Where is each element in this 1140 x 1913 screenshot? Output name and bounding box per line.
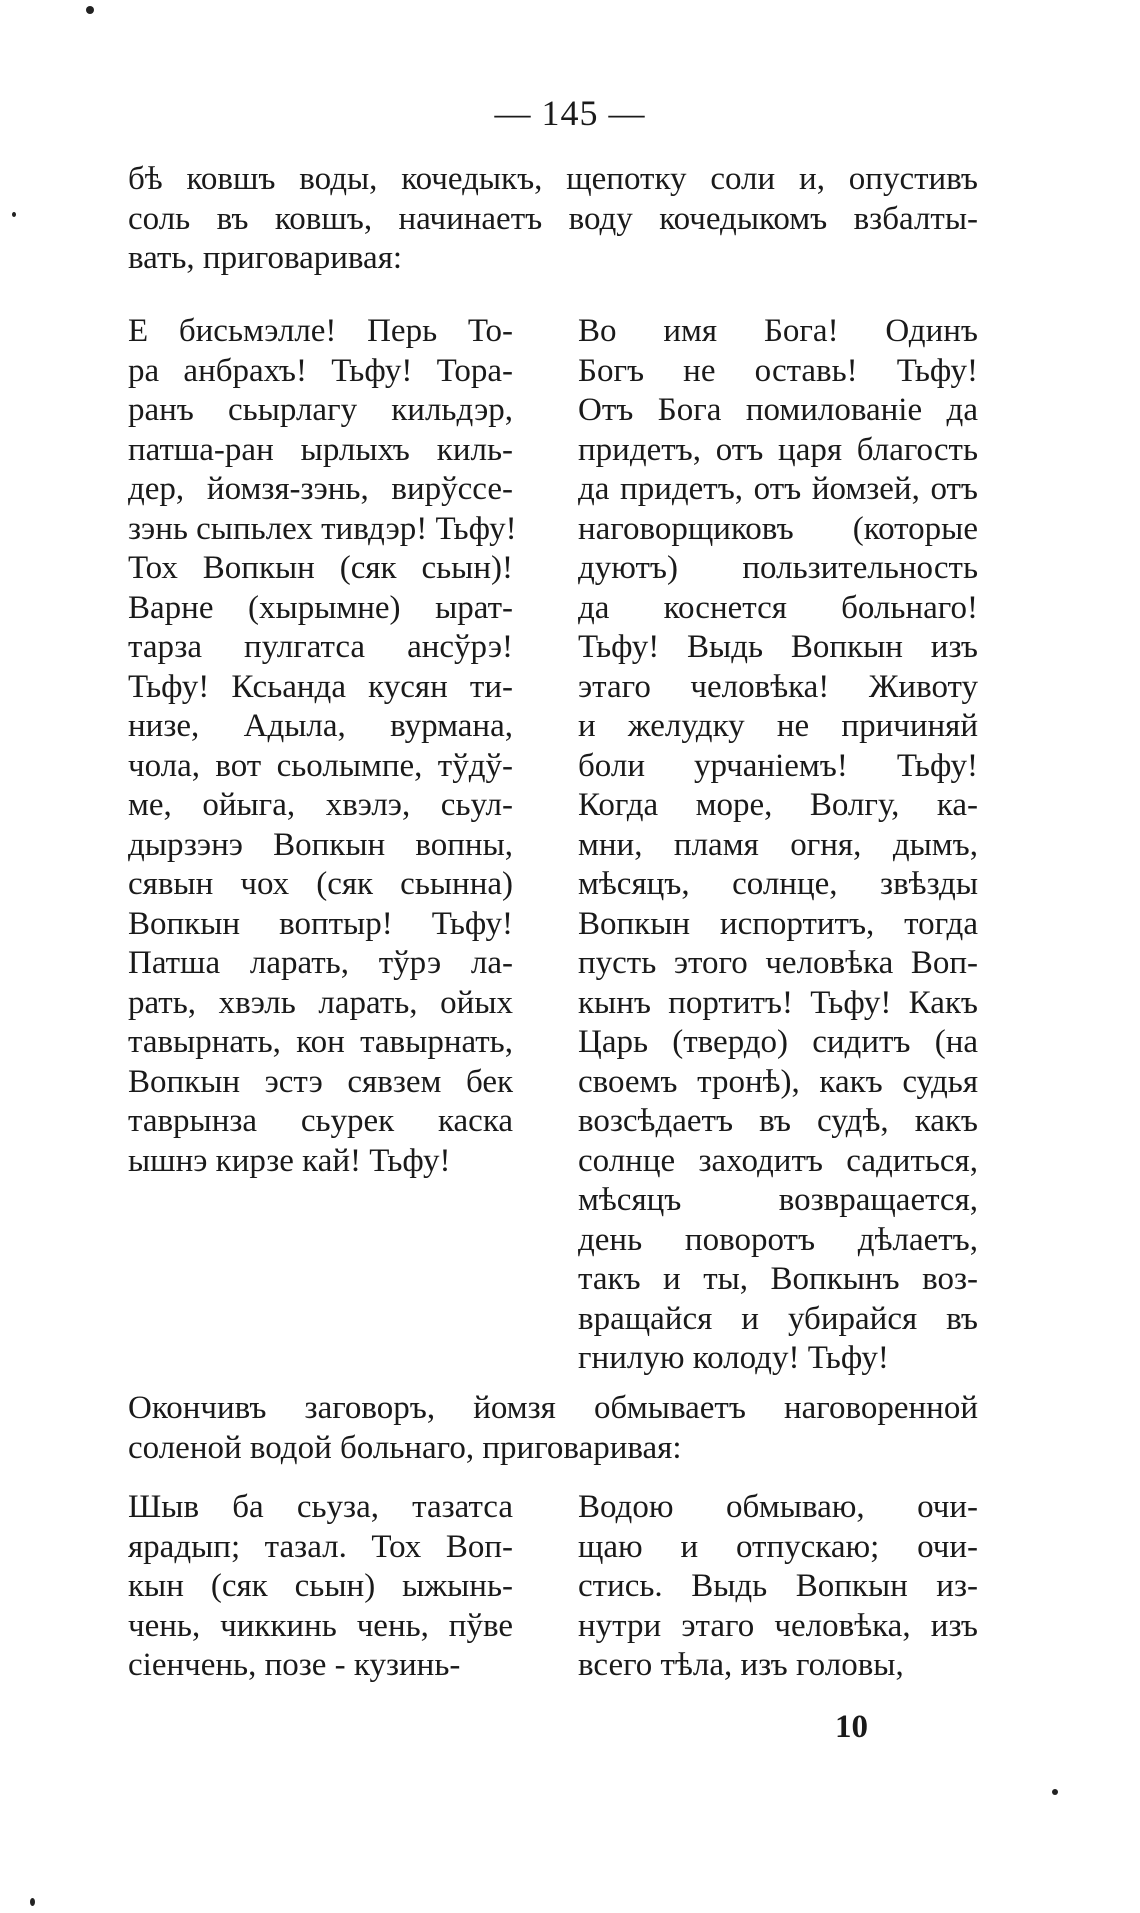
intro-paragraph bbox=[128, 160, 978, 279]
text-line: и желудку не причиняй bbox=[578, 708, 978, 744]
text-line: стись. Выдь Вопкын из- bbox=[578, 1568, 978, 1604]
text-line: гнилую колоду! Тьфу! bbox=[578, 1340, 889, 1376]
text-line: зэнь сыпьлех тивдэр! Тьфу! bbox=[128, 510, 517, 547]
text-line: рать, хвэль ларать, ойых bbox=[128, 984, 513, 1021]
text-line: Варне (хырымне) ыpат- bbox=[128, 589, 513, 626]
text-line: этаго человѣка! Животу bbox=[578, 668, 978, 705]
text-line: щаю и отпускаю; очи- bbox=[578, 1528, 978, 1565]
text-line: возсѣдаетъ въ судѣ, какъ bbox=[578, 1103, 978, 1139]
text-line: дырзэнэ Вопкын вопны, bbox=[128, 826, 513, 863]
ink-speck bbox=[86, 6, 94, 14]
text-line: соленой водой больнаго, приговаривая: bbox=[128, 1429, 682, 1466]
text-line: да коснется больнаго! bbox=[578, 589, 978, 626]
text-line: день поворотъ дѣлаетъ, bbox=[578, 1221, 978, 1258]
text-line: Во имя Бога! Одинъ bbox=[578, 313, 978, 349]
text-line: ра анбрахъ! Тьфу! Тора- bbox=[128, 352, 513, 389]
text-line: Патша ларать, тўрэ ла- bbox=[128, 945, 513, 981]
text-line: Вопкын эстэ сявзем бек bbox=[128, 1063, 513, 1100]
text-line: тарза пулгатса ансўрэ! bbox=[128, 629, 513, 665]
text-line: своемъ тронѣ), какъ судья bbox=[578, 1063, 978, 1100]
text-line: Шыв ба сьуза, тазатса bbox=[128, 1489, 513, 1525]
text-line: Окончивъ заговоръ, йомзя обмываетъ наговоренной bbox=[128, 1390, 978, 1426]
text-line: мни, пламя огня, дымъ, bbox=[578, 826, 978, 863]
text-line: всего тѣла, изъ головы, bbox=[578, 1647, 904, 1683]
ink-speck bbox=[1052, 1789, 1058, 1795]
text-line: нутри этаго человѣка, изъ bbox=[578, 1607, 978, 1644]
chuvash-text-column-2 bbox=[128, 1488, 513, 1686]
text-line: мѣсяцъ возвращается, bbox=[578, 1182, 978, 1218]
text-line: Тьфу! Выдь Вопкын изъ bbox=[578, 629, 978, 665]
text-line: низе, Адыла, вурмана, bbox=[128, 708, 513, 744]
text-line: бѣ ковшъ воды, кочедыкъ, щепотку соли и, опустивъ bbox=[128, 161, 978, 197]
ink-speck bbox=[12, 212, 16, 217]
chuvash-text-column-1 bbox=[128, 312, 517, 1181]
text-line: наговорщиковъ (которые bbox=[578, 510, 978, 547]
text-line: Вопкын воптыр! Тьфу! bbox=[128, 905, 513, 942]
text-line: чола, вот сьолымпе, тўдў- bbox=[128, 747, 513, 784]
text-line: Когда море, Волгу, ка- bbox=[578, 787, 978, 823]
text-line: Отъ Бога помилованіе да bbox=[578, 392, 978, 428]
text-line: кын (сяк сьын) ыжынь- bbox=[128, 1568, 513, 1604]
russian-translation-column-2 bbox=[578, 1488, 978, 1686]
text-line: Тьфу! Ксьанда кусян ти- bbox=[128, 668, 513, 705]
text-line: ышнэ кирзе кай! Тьфу! bbox=[128, 1142, 451, 1179]
text-line: Царь (твердо) сидитъ (на bbox=[578, 1024, 978, 1060]
text-line: Богъ не оставь! Тьфу! bbox=[578, 352, 978, 389]
text-line: ме, ойыга, хвэлэ, сьул- bbox=[128, 787, 513, 823]
text-line: Вопкын испортитъ, тогда bbox=[578, 905, 978, 942]
text-line: ранъ сьырлагу кильдэр, bbox=[128, 392, 513, 428]
text-line: чень, чиккинь чень, пўве bbox=[128, 1607, 513, 1644]
text-line: вращайся и убирайся въ bbox=[578, 1300, 978, 1337]
text-line: боли урчаніемъ! Тьфу! bbox=[578, 747, 978, 784]
text-line: Водою обмываю, очи- bbox=[578, 1489, 978, 1525]
text-line: мѣсяцъ, солнце, звѣзды bbox=[578, 866, 978, 902]
text-line: тавырнать, кон тавырнать, bbox=[128, 1024, 513, 1060]
text-line: дер, йомзя-зэнь, вирўссе- bbox=[128, 471, 513, 507]
text-line: патша-ран ырлыхъ киль- bbox=[128, 431, 513, 468]
text-line: соль въ ковшъ, начинаетъ воду кочедыкомъ взбалты- bbox=[128, 200, 978, 237]
text-line: солнце заходитъ садиться, bbox=[578, 1142, 978, 1179]
text-line: придетъ, отъ царя благость bbox=[578, 431, 978, 468]
text-line: таврынза сьурек каска bbox=[128, 1103, 513, 1139]
text-line: Тох Вопкын (сяк сьын)! bbox=[128, 550, 513, 586]
text-line: Е бисьмэлле! Перь То- bbox=[128, 313, 513, 349]
text-line: кынъ портитъ! Тьфу! Какъ bbox=[578, 984, 978, 1021]
text-line: да придетъ, отъ йомзей, отъ bbox=[578, 471, 978, 507]
middle-paragraph bbox=[128, 1389, 978, 1468]
text-line: сіенчень, позе - кузинь- bbox=[128, 1647, 461, 1683]
text-line: дуютъ) пользительность bbox=[578, 550, 978, 586]
text-line: такъ и ты, Вопкынъ воз- bbox=[578, 1261, 978, 1297]
text-line: вать, приговаривая: bbox=[128, 240, 403, 276]
ink-speck bbox=[30, 1898, 35, 1906]
signature-mark: 10 bbox=[835, 1709, 868, 1745]
russian-translation-column-1 bbox=[578, 312, 978, 1379]
text-line: сявын чох (сяк сьынна) bbox=[128, 866, 513, 902]
page-number-header: — 145 — bbox=[494, 93, 646, 133]
text-line: ярадып; тазал. Тох Воп- bbox=[128, 1528, 513, 1565]
text-line: пусть этого человѣка Воп- bbox=[578, 945, 978, 981]
